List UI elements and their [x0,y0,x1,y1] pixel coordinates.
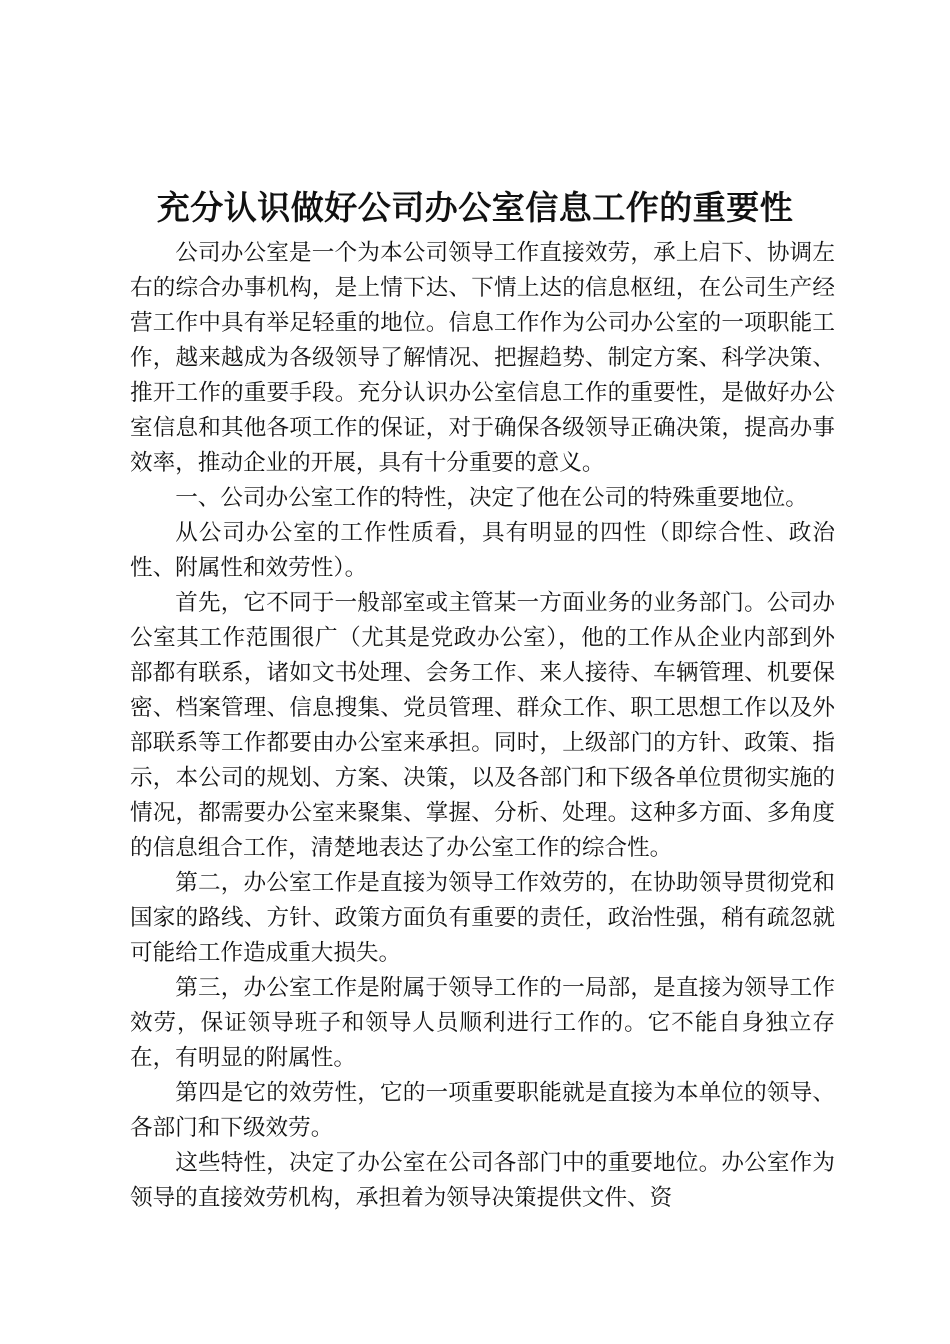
document-body [130,236,835,1216]
paragraph-four-characteristics: 从公司办公室的工作性质看，具有明显的四性（即综合性、政治性、附属性和效劳性）。 [130,520,835,581]
paragraph-fourth-service: 第四是它的效劳性，它的一项重要职能就是直接为本单位的领导、各部门和下级效劳。 [130,1080,835,1141]
paragraph-section-one-heading: 一、公司办公室工作的特性，决定了他在公司的特殊重要地位。 [175,485,808,511]
paragraph-intro: 公司办公室是一个为本公司领导工作直接效劳，承上启下、协调左右的综合办事机构，是上情下达、下情上达的信息枢纽，在公司生产经营工作中具有举足轻重的地位。信息工作作为公司办公室的一项职能工作，越来越成为各级领导了解情况、把握趋势、制定方案、科学决策、推开工作的重要手段。充分认识办公室信息工作的重要性，是做好办公室信息和其他各项工作的保证，对于确保各级领导正确决策，提高办事效率，推动企业的开展，具有十分重要的意义。 [130,240,835,476]
paragraph-first-comprehensive: 首先，它不同于一般部室或主管某一方面业务的业务部门。公司办公室其工作范围很广（尤其是党政办公室），他的工作从企业内部到外部都有联系，诸如文书处理、会务工作、来人接待、车辆管理、机要保密、档案管理、信息搜集、党员管理、群众工作、职工思想工作以及外部联系等工作都要由办公室来承担。同时，上级部门的方针、政策、指示，本公司的规划、方案、决策，以及各部门和下级各单位贯彻实施的情况，都需要办公室来聚集、掌握、分析、处理。这种多方面、多角度的信息组合工作，清楚地表达了办公室工作的综合性。 [130,590,835,861]
document-title: 充分认识做好公司办公室信息工作的重要性 [156,188,794,227]
paragraph-second-political: 第二，办公室工作是直接为领导工作效劳的，在协助领导贯彻党和国家的路线、方针、政策方面负有重要的责任，政治性强，稍有疏忽就可能给工作造成重大损失。 [130,870,835,966]
paragraph-third-subsidiary: 第三，办公室工作是附属于领导工作的一局部，是直接为领导工作效劳，保证领导班子和领导人员顺利进行工作的。它不能自身独立存在，有明显的附属性。 [130,975,835,1071]
paragraph-importance: 这些特性，决定了办公室在公司各部门中的重要地位。办公室作为领导的直接效劳机构，承担着为领导决策提供文件、资 [130,1150,835,1211]
